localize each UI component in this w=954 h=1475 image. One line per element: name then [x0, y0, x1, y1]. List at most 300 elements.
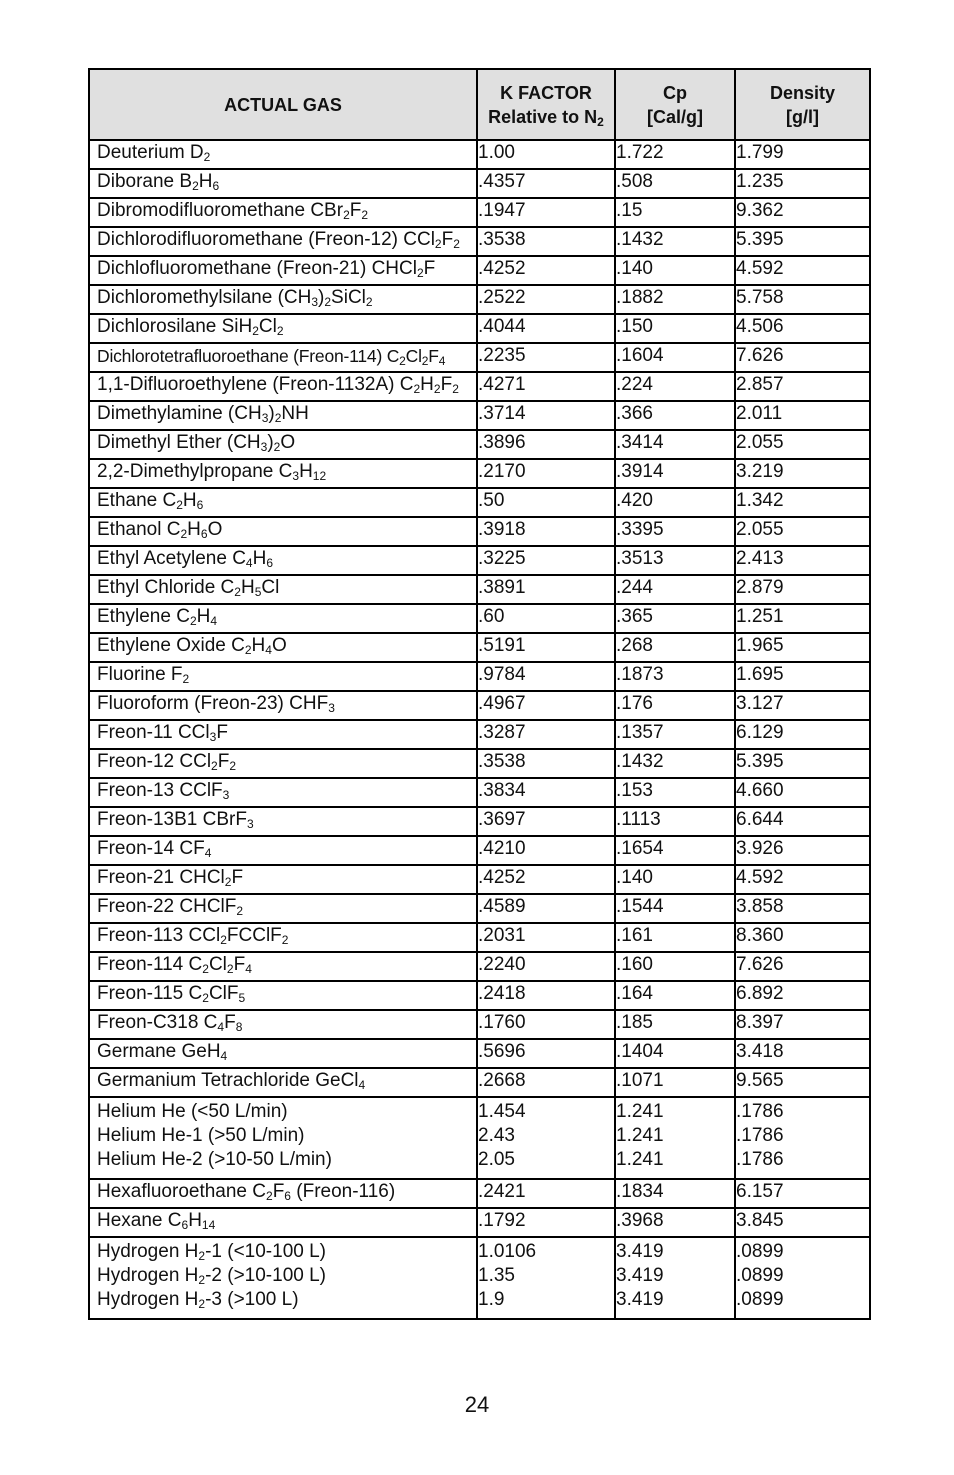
table-row: [89, 952, 870, 981]
cp-cell-value: .3968: [616, 1210, 664, 1231]
gas-name-line: Helium He-2 (>10-50 L/min): [97, 1149, 332, 1170]
gas-name-line: Helium He-1 (>50 L/min): [97, 1125, 305, 1146]
density-cell-value: 7.626: [736, 345, 784, 366]
cp-cell: [615, 459, 735, 488]
gas-name-cell: Deuterium $D_2$: [89, 140, 477, 169]
density-cell-value: 1.965: [736, 635, 784, 656]
k-factor-cell-value: 1.35: [478, 1265, 515, 1286]
gas-name-cell: Ethanol $C_2H_6O$: [89, 517, 477, 546]
k-factor-cell-value: .3697: [478, 809, 526, 830]
cp-cell: [615, 198, 735, 227]
gas-name-cell: [89, 1237, 477, 1319]
cp-cell: [615, 807, 735, 836]
density-cell: [735, 836, 870, 865]
k-factor-cell-value: .2170: [478, 461, 526, 482]
density-cell: [735, 604, 870, 633]
k-factor-cell-value: .60: [478, 606, 505, 627]
k-factor-cell-value: 2.43: [478, 1125, 515, 1146]
density-cell: [735, 720, 870, 749]
gas-properties-table: [88, 68, 871, 1320]
cp-cell: [615, 749, 735, 778]
cp-cell-value: 3.419: [616, 1265, 664, 1286]
k-factor-cell: [477, 1179, 615, 1208]
cp-cell-value: .1432: [616, 751, 664, 772]
gas-name-cell: Dichloromethylsilane $(CH_3)_2SiCl_2$: [89, 285, 477, 314]
density-cell: [735, 140, 870, 169]
k-factor-cell: [477, 314, 615, 343]
table-row: [89, 198, 870, 227]
density-cell-value: 4.592: [736, 867, 784, 888]
cp-cell-value: .420: [616, 490, 653, 511]
header-k-factor-line1: K FACTOR: [500, 82, 592, 103]
cp-cell: [615, 140, 735, 169]
density-cell-value: .0899: [736, 1289, 784, 1310]
table-row: [89, 720, 870, 749]
density-cell: [735, 546, 870, 575]
cp-cell-value: .1357: [616, 722, 664, 743]
table-header: [89, 69, 870, 140]
density-cell: [735, 952, 870, 981]
cp-cell: [615, 720, 735, 749]
table-row: [89, 633, 870, 662]
cp-cell-value: .1544: [616, 896, 664, 917]
cp-cell: [615, 1068, 735, 1097]
header-density-line1: Density: [769, 82, 836, 103]
cp-cell-value: .1834: [616, 1181, 664, 1202]
density-cell: [735, 633, 870, 662]
density-cell-value: 5.395: [736, 751, 784, 772]
density-cell-value: 6.644: [736, 809, 784, 830]
k-factor-cell-value: .2522: [478, 287, 526, 308]
density-cell-value: 3.127: [736, 693, 784, 714]
header-cp-line2: [Cal/g]: [647, 106, 703, 127]
table-row: [89, 1010, 870, 1039]
header-k-factor: [477, 69, 615, 140]
cp-cell-value: 1.241: [616, 1101, 664, 1122]
cp-cell: [615, 778, 735, 807]
gas-name-cell: Germane GeH$_4$: [89, 1039, 477, 1068]
k-factor-cell: [477, 256, 615, 285]
density-cell-value: 3.219: [736, 461, 784, 482]
k-factor-cell: [477, 691, 615, 720]
gas-name-cell: Fluorine $F_2$: [89, 662, 477, 691]
table-row: [89, 285, 870, 314]
gas-name-cell: Ethyl Acetylene $C_4H_6$: [89, 546, 477, 575]
cp-cell: [615, 1039, 735, 1068]
table-row: [89, 430, 870, 459]
gas-name-cell: Ethyl Chloride $C_2H_5Cl$: [89, 575, 477, 604]
k-factor-cell-value: .1947: [478, 200, 526, 221]
gas-name-cell: Dimethyl Ether $(CH_3)_2O$: [89, 430, 477, 459]
table-row: [89, 169, 870, 198]
cp-cell-value: .244: [616, 577, 653, 598]
density-cell-value: 2.413: [736, 548, 784, 569]
table-row: [89, 836, 870, 865]
cp-cell: [615, 662, 735, 691]
k-factor-cell-value: .3225: [478, 548, 526, 569]
gas-name-cell: Freon-115 $C_2ClF_5$: [89, 981, 477, 1010]
k-factor-cell: [477, 778, 615, 807]
density-cell-value: 3.858: [736, 896, 784, 917]
gas-name-line: Helium He (<50 L/min): [97, 1101, 288, 1122]
k-factor-cell: [477, 807, 615, 836]
k-factor-cell: [477, 401, 615, 430]
table-row: [89, 1208, 870, 1237]
cp-cell: [615, 169, 735, 198]
density-cell: [735, 430, 870, 459]
gas-name-cell: Freon-22 CHClF$_2$: [89, 894, 477, 923]
cp-cell-value: .1432: [616, 229, 664, 250]
density-cell-value: 1.695: [736, 664, 784, 685]
table-row: [89, 894, 870, 923]
table-row: [89, 546, 870, 575]
k-factor-cell: [477, 285, 615, 314]
k-factor-cell-value: .4044: [478, 316, 526, 337]
k-factor-cell: [477, 430, 615, 459]
gas-name-cell: Dichlorosilane $SiH_2Cl_2$: [89, 314, 477, 343]
cp-cell-value: .153: [616, 780, 653, 801]
density-cell: [735, 343, 870, 372]
cp-cell-value: .1873: [616, 664, 664, 685]
cp-cell-value: .15: [616, 200, 643, 221]
cp-cell: [615, 1179, 735, 1208]
density-cell-value: 3.926: [736, 838, 784, 859]
density-cell-value: .1786: [736, 1149, 784, 1170]
cp-cell: [615, 372, 735, 401]
gas-name-cell: Freon-C318 $C_4F_8$: [89, 1010, 477, 1039]
header-cp-line1: Cp: [663, 82, 687, 103]
density-cell: [735, 1097, 870, 1179]
cp-cell-value: .160: [616, 954, 653, 975]
cp-cell-value: .365: [616, 606, 653, 627]
k-factor-cell: [477, 546, 615, 575]
k-factor-cell-value: .9784: [478, 664, 526, 685]
density-cell: [735, 691, 870, 720]
density-cell-value: 6.129: [736, 722, 784, 743]
cp-cell: [615, 343, 735, 372]
cp-cell-value: .161: [616, 925, 653, 946]
density-cell-value: 6.157: [736, 1181, 784, 1202]
cp-cell: [615, 575, 735, 604]
cp-cell-value: .185: [616, 1012, 653, 1033]
density-cell: [735, 227, 870, 256]
density-cell-value: 4.506: [736, 316, 784, 337]
table-row: [89, 401, 870, 430]
density-cell: [735, 488, 870, 517]
cp-cell-value: .150: [616, 316, 653, 337]
k-factor-cell: [477, 981, 615, 1010]
cp-cell-value: .1404: [616, 1041, 664, 1062]
density-cell-value: 9.362: [736, 200, 784, 221]
cp-cell: [615, 546, 735, 575]
density-cell-value: 1.342: [736, 490, 784, 511]
cp-cell-value: .140: [616, 867, 653, 888]
density-cell: [735, 372, 870, 401]
k-factor-cell-value: .2031: [478, 925, 526, 946]
k-factor-cell-value: .3918: [478, 519, 526, 540]
k-factor-cell: [477, 169, 615, 198]
gas-name-cell: Freon-114 $C_2Cl_2F_4$: [89, 952, 477, 981]
k-factor-cell-value: .4589: [478, 896, 526, 917]
cp-cell-value: .508: [616, 171, 653, 192]
k-factor-cell: [477, 227, 615, 256]
table-row: [89, 807, 870, 836]
cp-cell: [615, 894, 735, 923]
cp-cell: [615, 865, 735, 894]
gas-name-cell: Dibromodifluoromethane $CBr_2F_2$: [89, 198, 477, 227]
k-factor-cell-value: .3896: [478, 432, 526, 453]
k-factor-cell-value: 1.0106: [478, 1241, 537, 1262]
table-row: [89, 575, 870, 604]
gas-name-cell: Freon-21 CHCl$_2$F: [89, 865, 477, 894]
gas-name-cell: Freon-113 CCl$_2$FCClF$_2$: [89, 923, 477, 952]
gas-name-cell: Freon-11 CCl$_3$F: [89, 720, 477, 749]
density-cell: [735, 894, 870, 923]
density-cell: [735, 401, 870, 430]
cp-cell: [615, 691, 735, 720]
gas-name-cell: Diborane $B_2H_6$: [89, 169, 477, 198]
gas-name-cell: Dichlofluoromethane (Freon-21) CHCl$_2$F: [89, 256, 477, 285]
density-cell-value: 1.251: [736, 606, 784, 627]
k-factor-cell: [477, 894, 615, 923]
k-factor-cell: [477, 517, 615, 546]
table-row: [89, 488, 870, 517]
k-factor-cell-value: .4357: [478, 171, 526, 192]
density-cell: [735, 169, 870, 198]
density-cell-value: 1.235: [736, 171, 784, 192]
k-factor-cell: [477, 836, 615, 865]
k-factor-cell: [477, 488, 615, 517]
cp-cell-value: 3.419: [616, 1289, 664, 1310]
k-factor-cell-value: .4210: [478, 838, 526, 859]
density-cell-value: 9.565: [736, 1070, 784, 1091]
k-factor-cell: [477, 372, 615, 401]
k-factor-cell-value: .3891: [478, 577, 526, 598]
k-factor-cell-value: .4252: [478, 258, 526, 279]
density-cell-value: 3.845: [736, 1210, 784, 1231]
density-cell-value: .0899: [736, 1265, 784, 1286]
density-cell: [735, 1068, 870, 1097]
table-row: [89, 459, 870, 488]
cp-cell-value: .268: [616, 635, 653, 656]
k-factor-cell-value: .1760: [478, 1012, 526, 1033]
table-row: [89, 1039, 870, 1068]
density-cell: [735, 575, 870, 604]
k-factor-cell: [477, 1039, 615, 1068]
k-factor-cell-value: .4967: [478, 693, 526, 714]
gas-name-cell: Hexafluoroethane $C_2F_6$ (Freon-116): [89, 1179, 477, 1208]
cp-cell: [615, 401, 735, 430]
gas-name-line: Hydrogen $H_2-1$ (<10-100 L): [97, 1241, 327, 1263]
cp-cell-value: 1.241: [616, 1125, 664, 1146]
table-row: [89, 923, 870, 952]
k-factor-cell-value: .2418: [478, 983, 526, 1004]
density-cell: [735, 1237, 870, 1319]
cp-cell: [615, 430, 735, 459]
k-factor-cell: [477, 633, 615, 662]
k-factor-cell-value: .3714: [478, 403, 526, 424]
k-factor-cell-value: .2668: [478, 1070, 526, 1091]
density-cell: [735, 517, 870, 546]
density-cell-value: 2.879: [736, 577, 784, 598]
k-factor-cell: [477, 1208, 615, 1237]
header-actual-gas: ACTUAL GAS: [89, 69, 477, 140]
gas-name-cell: Dichlorodifluoromethane (Freon-12) $CCl_2F_2$: [89, 227, 477, 256]
density-cell: [735, 1039, 870, 1068]
density-cell: [735, 662, 870, 691]
gas-name-cell: 1,1-Difluoroethylene (Freon-1132A) $C_2H_2F_2$: [89, 372, 477, 401]
k-factor-cell: [477, 575, 615, 604]
gas-name-cell: Dichlorotetrafluoroethane (Freon-114) $C_2Cl_2F_4$: [89, 343, 477, 372]
density-cell: [735, 1208, 870, 1237]
cp-cell: [615, 836, 735, 865]
table-row: [89, 227, 870, 256]
cp-cell: [615, 952, 735, 981]
cp-cell-value: .140: [616, 258, 653, 279]
header-cp: [615, 69, 735, 140]
table-row: [89, 343, 870, 372]
gas-name-line: Hydrogen $H_2-2$ (>10-100 L): [97, 1265, 327, 1287]
k-factor-cell-value: .4271: [478, 374, 526, 395]
density-cell-value: .0899: [736, 1241, 784, 1262]
k-factor-cell-value: .2235: [478, 345, 526, 366]
cp-cell: [615, 633, 735, 662]
density-cell: [735, 778, 870, 807]
k-factor-cell: [477, 1068, 615, 1097]
k-factor-cell: [477, 1097, 615, 1179]
density-cell-value: 3.418: [736, 1041, 784, 1062]
density-cell-value: 2.011: [736, 403, 783, 424]
table-row: [89, 314, 870, 343]
cp-cell-value: .176: [616, 693, 653, 714]
cp-cell-value: .1882: [616, 287, 664, 308]
k-factor-cell-value: 2.05: [478, 1149, 515, 1170]
table-row: [89, 1097, 870, 1179]
k-factor-cell: [477, 604, 615, 633]
cp-cell: [615, 1237, 735, 1319]
gas-name-cell: 2,2-Dimethylpropane $C_3H_{12}$: [89, 459, 477, 488]
cp-cell-value: .1604: [616, 345, 664, 366]
density-cell-value: 4.592: [736, 258, 784, 279]
k-factor-cell-value: 1.9: [478, 1289, 505, 1310]
gas-name-cell: Ethylene Oxide $C_2H_4O$: [89, 633, 477, 662]
k-factor-cell: [477, 1010, 615, 1039]
cp-cell: [615, 488, 735, 517]
cp-cell: [615, 285, 735, 314]
cp-cell: [615, 517, 735, 546]
k-factor-cell: [477, 952, 615, 981]
cp-cell: [615, 923, 735, 952]
density-cell-value: 8.360: [736, 925, 784, 946]
gas-name-cell: Freon-12 $CCl_2F_2$: [89, 749, 477, 778]
density-cell-value: 2.055: [736, 432, 784, 453]
density-cell-value: 5.758: [736, 287, 784, 308]
density-cell-value: 1.799: [736, 142, 784, 163]
cp-cell: [615, 981, 735, 1010]
density-cell-value: 5.395: [736, 229, 784, 250]
density-cell-value: 2.055: [736, 519, 784, 540]
gas-name-cell: Freon-13B1 CBrF$_3$: [89, 807, 477, 836]
table-row: [89, 1179, 870, 1208]
cp-cell-value: .164: [616, 983, 653, 1004]
k-factor-cell-value: .3538: [478, 229, 526, 250]
cp-cell-value: .3395: [616, 519, 664, 540]
table-row: [89, 749, 870, 778]
table-row: [89, 517, 870, 546]
cp-cell: [615, 227, 735, 256]
k-factor-cell-value: 1.454: [478, 1101, 526, 1122]
k-factor-cell: [477, 1237, 615, 1319]
density-cell: [735, 807, 870, 836]
density-cell: [735, 1010, 870, 1039]
gas-name-cell: Ethane $C_2H_6$: [89, 488, 477, 517]
k-factor-cell: [477, 343, 615, 372]
cp-cell-value: .366: [616, 403, 653, 424]
cp-cell-value: .3914: [616, 461, 664, 482]
k-factor-cell-value: .5696: [478, 1041, 526, 1062]
cp-cell-value: 1.241: [616, 1149, 664, 1170]
table-row: [89, 1237, 870, 1319]
gas-name-cell: Freon-13 CClF$_3$: [89, 778, 477, 807]
gas-name-line: Hydrogen $H_2-3$ (>100 L): [97, 1289, 299, 1311]
table-row: [89, 1068, 870, 1097]
cp-cell: [615, 604, 735, 633]
table-row: [89, 981, 870, 1010]
cp-cell-value: .3414: [616, 432, 664, 453]
k-factor-cell: [477, 198, 615, 227]
k-factor-cell: [477, 865, 615, 894]
k-factor-cell: [477, 923, 615, 952]
k-factor-cell-value: .5191: [478, 635, 526, 656]
cp-cell-value: 1.722: [616, 142, 664, 163]
table-row: [89, 372, 870, 401]
density-cell: [735, 865, 870, 894]
density-cell-value: 8.397: [736, 1012, 784, 1033]
k-factor-cell-value: .3834: [478, 780, 526, 801]
gas-name-cell: Ethylene $C_2H_4$: [89, 604, 477, 633]
gas-name-cell: Hexane $C_6H_{14}$: [89, 1208, 477, 1237]
density-cell: [735, 285, 870, 314]
cp-cell: [615, 1010, 735, 1039]
cp-cell-value: .224: [616, 374, 653, 395]
density-cell: [735, 198, 870, 227]
table-row: [89, 662, 870, 691]
gas-name-cell: Freon-14 $CF_4$: [89, 836, 477, 865]
header-row: [89, 69, 870, 140]
density-cell: [735, 923, 870, 952]
k-factor-cell: [477, 140, 615, 169]
k-factor-cell-value: .4252: [478, 867, 526, 888]
table-row: [89, 778, 870, 807]
cp-cell-value: 3.419: [616, 1241, 664, 1262]
table-body: [89, 140, 870, 1319]
density-cell: [735, 314, 870, 343]
cp-cell-value: .1654: [616, 838, 664, 859]
k-factor-cell-value: .2421: [478, 1181, 526, 1202]
density-cell-value: 4.660: [736, 780, 784, 801]
k-factor-cell-value: .3287: [478, 722, 526, 743]
header-density-line2: [g/l]: [786, 106, 819, 127]
density-cell: [735, 459, 870, 488]
k-factor-cell: [477, 720, 615, 749]
cp-cell-value: .1071: [616, 1070, 664, 1091]
k-factor-cell-value: .3538: [478, 751, 526, 772]
gas-name-cell: Fluoroform (Freon-23) $CHF_3$: [89, 691, 477, 720]
density-cell-value: 6.892: [736, 983, 784, 1004]
density-cell: [735, 749, 870, 778]
cp-cell-value: .3513: [616, 548, 664, 569]
table-row: [89, 604, 870, 633]
